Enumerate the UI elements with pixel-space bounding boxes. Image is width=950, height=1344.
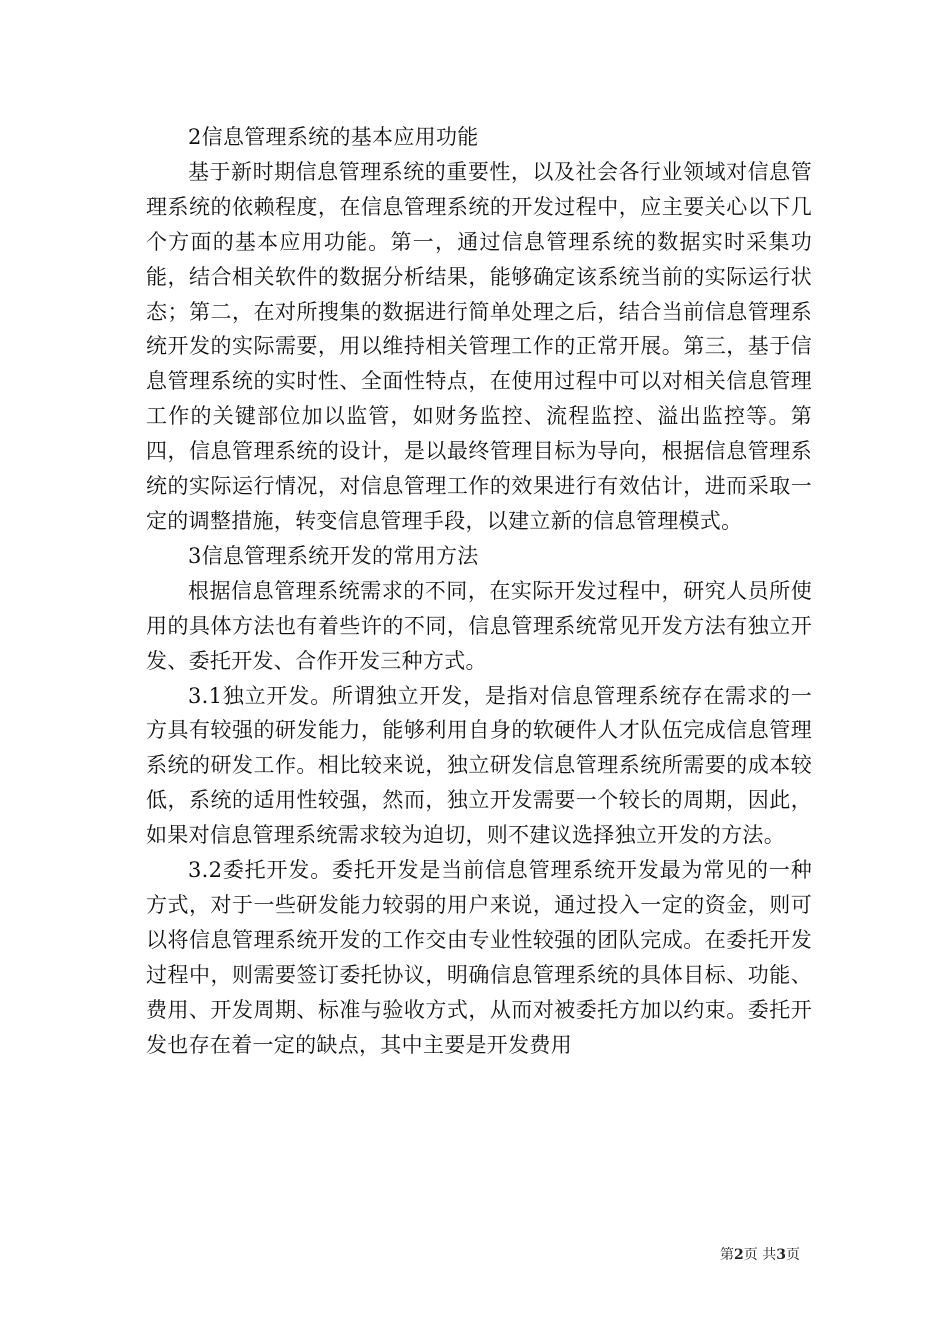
section-heading-3: 3信息管理系统开发的常用方法 [188,543,479,568]
footer-suffix: 页 [786,1247,800,1263]
page-footer [720,1244,800,1264]
paragraph-independent-development: 3.1独立开发。所谓独立开发，是指对信息管理系统存在需求的一方具有较强的研发能力，能够利用自身的软硬件人才队伍完成信息管理系统的研发工作。相比较来说，独立研发信息管理系统所需要的成本较低，系统的适用性较强，然而，独立开发需要一个较长的周期，因此，如果对信息管理系统需求较为迫切，则不建议选择独立开发的方法。 [146,683,812,848]
body-text [146,120,812,1062]
footer-total-pages: 3 [776,1247,786,1263]
paragraph-methods-intro: 根据信息管理系统需求的不同，在实际开发过程中，研究人员所使用的具体方法也有着些许的不同，信息管理系统常见开发方法有独立开发、委托开发、合作开发三种方式。 [146,578,812,673]
footer-page-number: 2 [734,1247,744,1263]
paragraph-commissioned-development: 3.2委托开发。委托开发是当前信息管理系统开发最为常见的一种方式，对于一些研发能力较弱的用户来说，通过投入一定的资金，则可以将信息管理系统开发的工作交由专业性较强的团队完成。在委托开发过程中，则需要签订委托协议，明确信息管理系统的具体目标、功能、费用、开发周期、标准与验收方式，从而对被委托方加以约束。委托开发也存在着一定的缺点，其中主要是开发费用 [146,858,812,1057]
footer-prefix: 第 [720,1247,735,1263]
section-heading-2: 2信息管理系统的基本应用功能 [188,125,479,149]
paragraph-basic-functions: 基于新时期信息管理系统的重要性，以及社会各行业领域对信息管理系统的依赖程度，在信息管理系统的开发过程中，应主要关心以下几个方面的基本应用功能。第一，通过信息管理系统的数据实时采集功能，结合相关软件的数据分析结果，能够确定该系统当前的实际运行状态；第二，在对所搜集的数据进行简单处理之后，结合当前信息管理系统开发的实际需要，用以维持相关管理工作的正常开展。第三，基于信息管理系统的实时性、全面性特点，在使用过程中可以对相关信息管理工作的关键部位加以监管，如财务监控、流程监控、溢出监控等。第四，信息管理系统的设计，是以最终管理目标为导向，根据信息管理系统的实际运行情况，对信息管理工作的效果进行有效估计，进而采取一定的调整措施，转变信息管理手段，以建立新的信息管理模式。 [146,159,812,533]
footer-middle: 页 共 [743,1247,777,1263]
